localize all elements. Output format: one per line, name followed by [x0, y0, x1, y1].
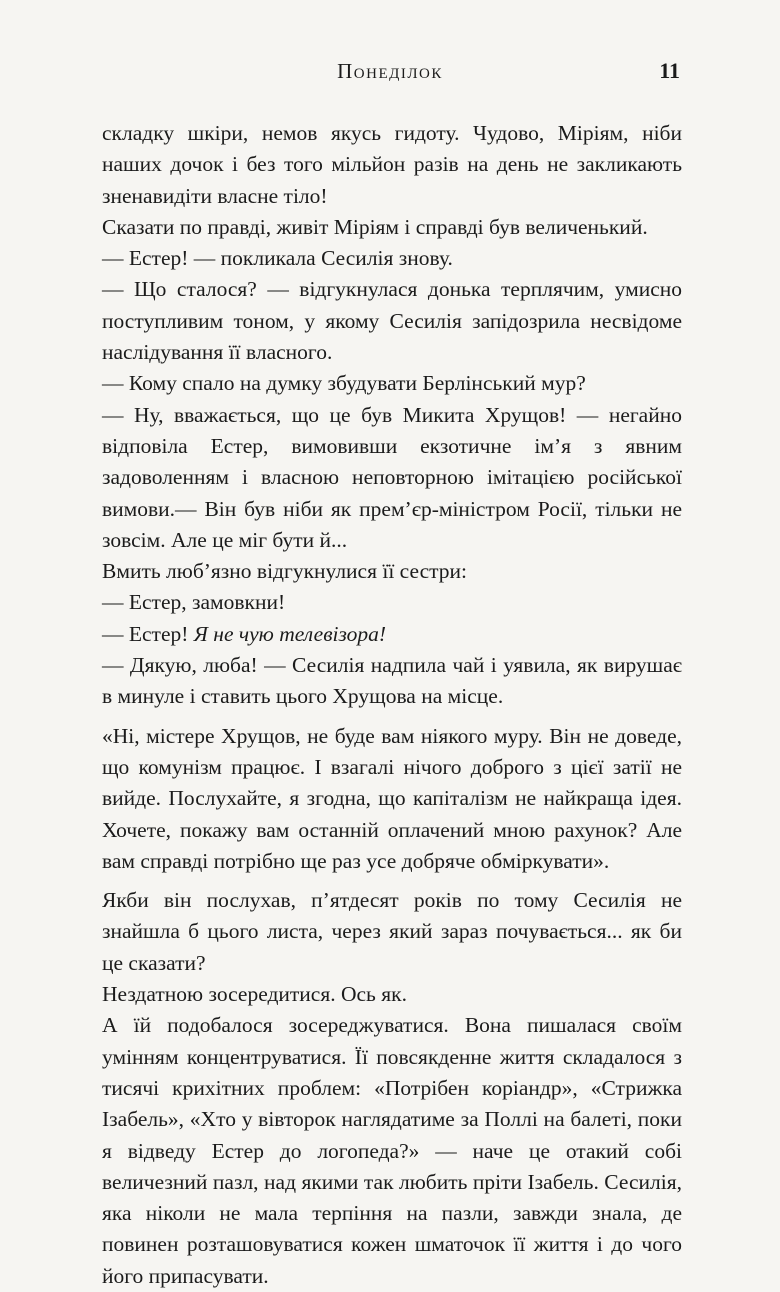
paragraph-10: — Дякую, люба! — Сесилія надпила чай і уявила, як вирушає в минуле і ставить цього Хрущова на місце.	[102, 653, 682, 709]
paragraph-1: складку шкіри, немов якусь гидоту. Чудово, Міріям, ніби наших дочок і без того мільйон разів на день не закликають зненавидіти власне тіло!	[102, 121, 682, 208]
running-head	[100, 54, 680, 88]
paragraph-9-lead: — Естер!	[102, 621, 194, 646]
paragraph-13: Нездатною зосередитися. Ось як.	[102, 982, 407, 1007]
paragraph-3: — Естер! — покликала Сесилія знову.	[102, 246, 453, 271]
paragraph-gap	[102, 877, 682, 885]
paragraph-2: Сказати по правді, живіт Міріям і справді був величенький.	[102, 214, 648, 239]
paragraph-12: Якби він послухав, п’ятдесят років по тому Сесилія не знайшла б цього листа, через який зараз почувається... як би це сказати?	[102, 888, 682, 975]
paragraph-gap	[102, 713, 682, 721]
page-number: 11	[659, 58, 680, 83]
paragraph-9	[102, 619, 682, 650]
paragraph-8: — Естер, замовкни!	[102, 590, 286, 615]
paragraph-14: А їй подобалося зосереджуватися. Вона пишалася своїм умінням концентруватися. Її повсякденне життя складалося з тисячі крихітних проблем: «Потрібен коріандр», «Стрижка Ізабель», «Хто у вівторок наглядатиме за Поллі на балеті, поки я відведу Естер до логопеда?» — наче це отакий собі величезний пазл, над якими так любить пріти Ізабель. Сесилія, яка ніколи не мала терпіння на пазли, завжди знала, де повинен розташовуватися кожен шматочок її життя і до чого його припасувати.	[102, 1013, 682, 1288]
paragraph-5: — Кому спало на думку збудувати Берлінський мур?	[102, 371, 586, 396]
paragraph-11: «Ні, містере Хрущов, не буде вам ніякого муру. Він не доведе, що комунізм працює. І взагалі нічого доброго з цієї затії не вийде. Послухайте, я згодна, що капіталізм не найкраща ідея. Хочете, покажу вам останній оплачений мною рахунок? Але вам справді потрібно ще раз усе добряче обміркувати».	[102, 723, 682, 873]
body-text	[102, 118, 682, 1292]
paragraph-7: Вмить люб’язно відгукнулися її сестри:	[102, 559, 467, 584]
italic-phrase: Я не чую телевізора!	[193, 621, 387, 646]
chapter-title: Понеділок	[337, 59, 443, 83]
paragraph-4: — Що сталося? — відгукнулася донька терплячим, умисно поступливим тоном, у якому Сесилія запідозрила несвідоме наслідування її власного.	[102, 277, 682, 365]
paragraph-6: — Ну, вважається, що це був Микита Хрущов! — негайно відповіла Естер, вимовивши екзотичне ім’я з явним задоволенням і власною неповторною імітацією російської вимови.— Він був ніби як прем’єр-міністром Росії, тільки не зовсім. Але це міг бути й...	[102, 402, 682, 552]
